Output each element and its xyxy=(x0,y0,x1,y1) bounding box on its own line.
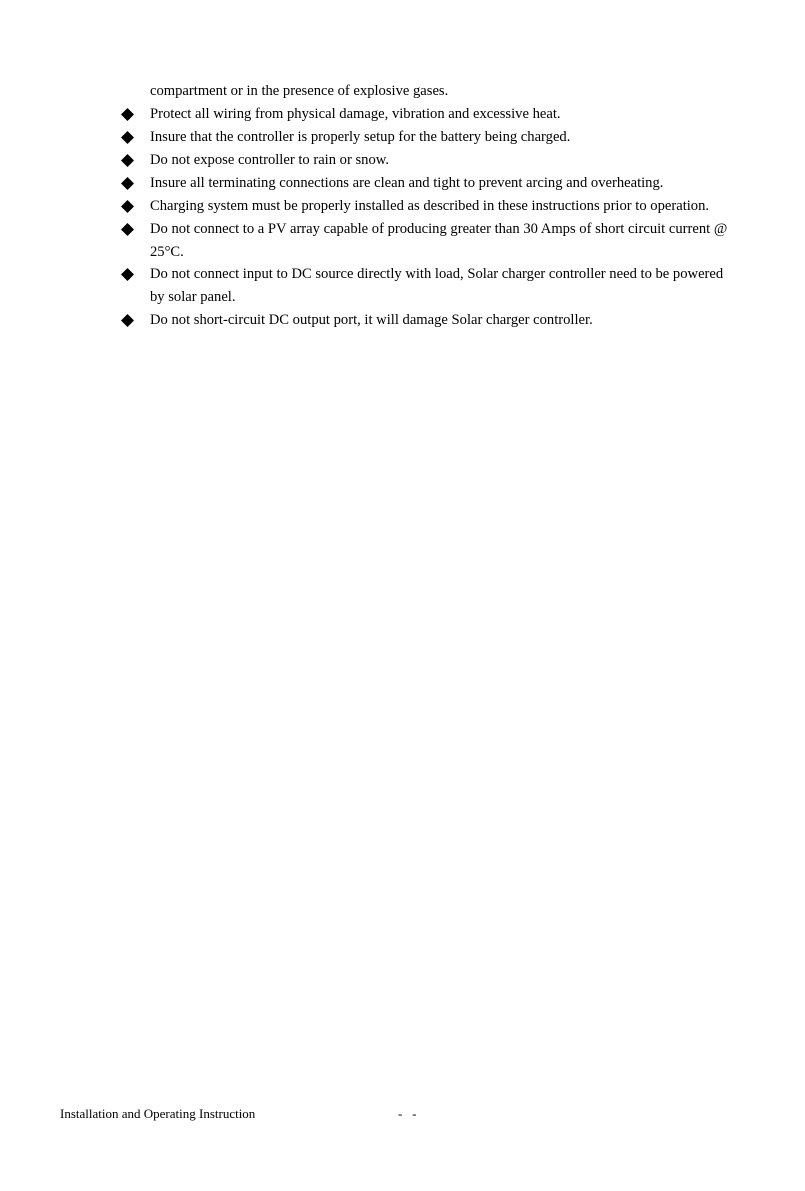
diamond-bullet-icon xyxy=(121,154,134,167)
bullet-item-text: Do not connect input to DC source directly with load, Solar charger controller need to be powered xyxy=(150,266,724,282)
continuation-text: compartment or in the presence of explosive gases. xyxy=(150,83,449,99)
diamond-bullet-icon xyxy=(121,268,134,281)
bullet-item-text: Protect all wiring from physical damage, vibration and excessive heat. xyxy=(150,106,561,122)
diamond-bullet-icon xyxy=(121,108,134,121)
footer-page-number: - - xyxy=(398,1106,417,1121)
bullet-item-text-continued: 25°C. xyxy=(150,244,184,260)
bullet-item-text: Do not expose controller to rain or snow. xyxy=(150,152,389,168)
bullet-item-text-continued: by solar panel. xyxy=(150,289,236,305)
diamond-bullet-icon xyxy=(121,200,134,213)
bullet-item-text: Do not short-circuit DC output port, it will damage Solar charger controller. xyxy=(150,312,593,328)
footer-title: Installation and Operating Instruction xyxy=(60,1106,256,1121)
diamond-bullet-icon xyxy=(121,177,134,190)
bullet-item-text: Charging system must be properly installed as described in these instructions prior to operation. xyxy=(150,198,710,214)
bullet-item-text: Do not connect to a PV array capable of producing greater than 30 Amps of short circuit current @ xyxy=(150,221,728,237)
diamond-bullet-icon xyxy=(121,314,134,327)
bullet-item-text: Insure all terminating connections are clean and tight to prevent arcing and overheating. xyxy=(150,175,664,191)
bullet-item-text: Insure that the controller is properly setup for the battery being charged. xyxy=(150,129,571,145)
diamond-bullet-icon xyxy=(121,223,134,236)
diamond-bullet-icon xyxy=(121,131,134,144)
